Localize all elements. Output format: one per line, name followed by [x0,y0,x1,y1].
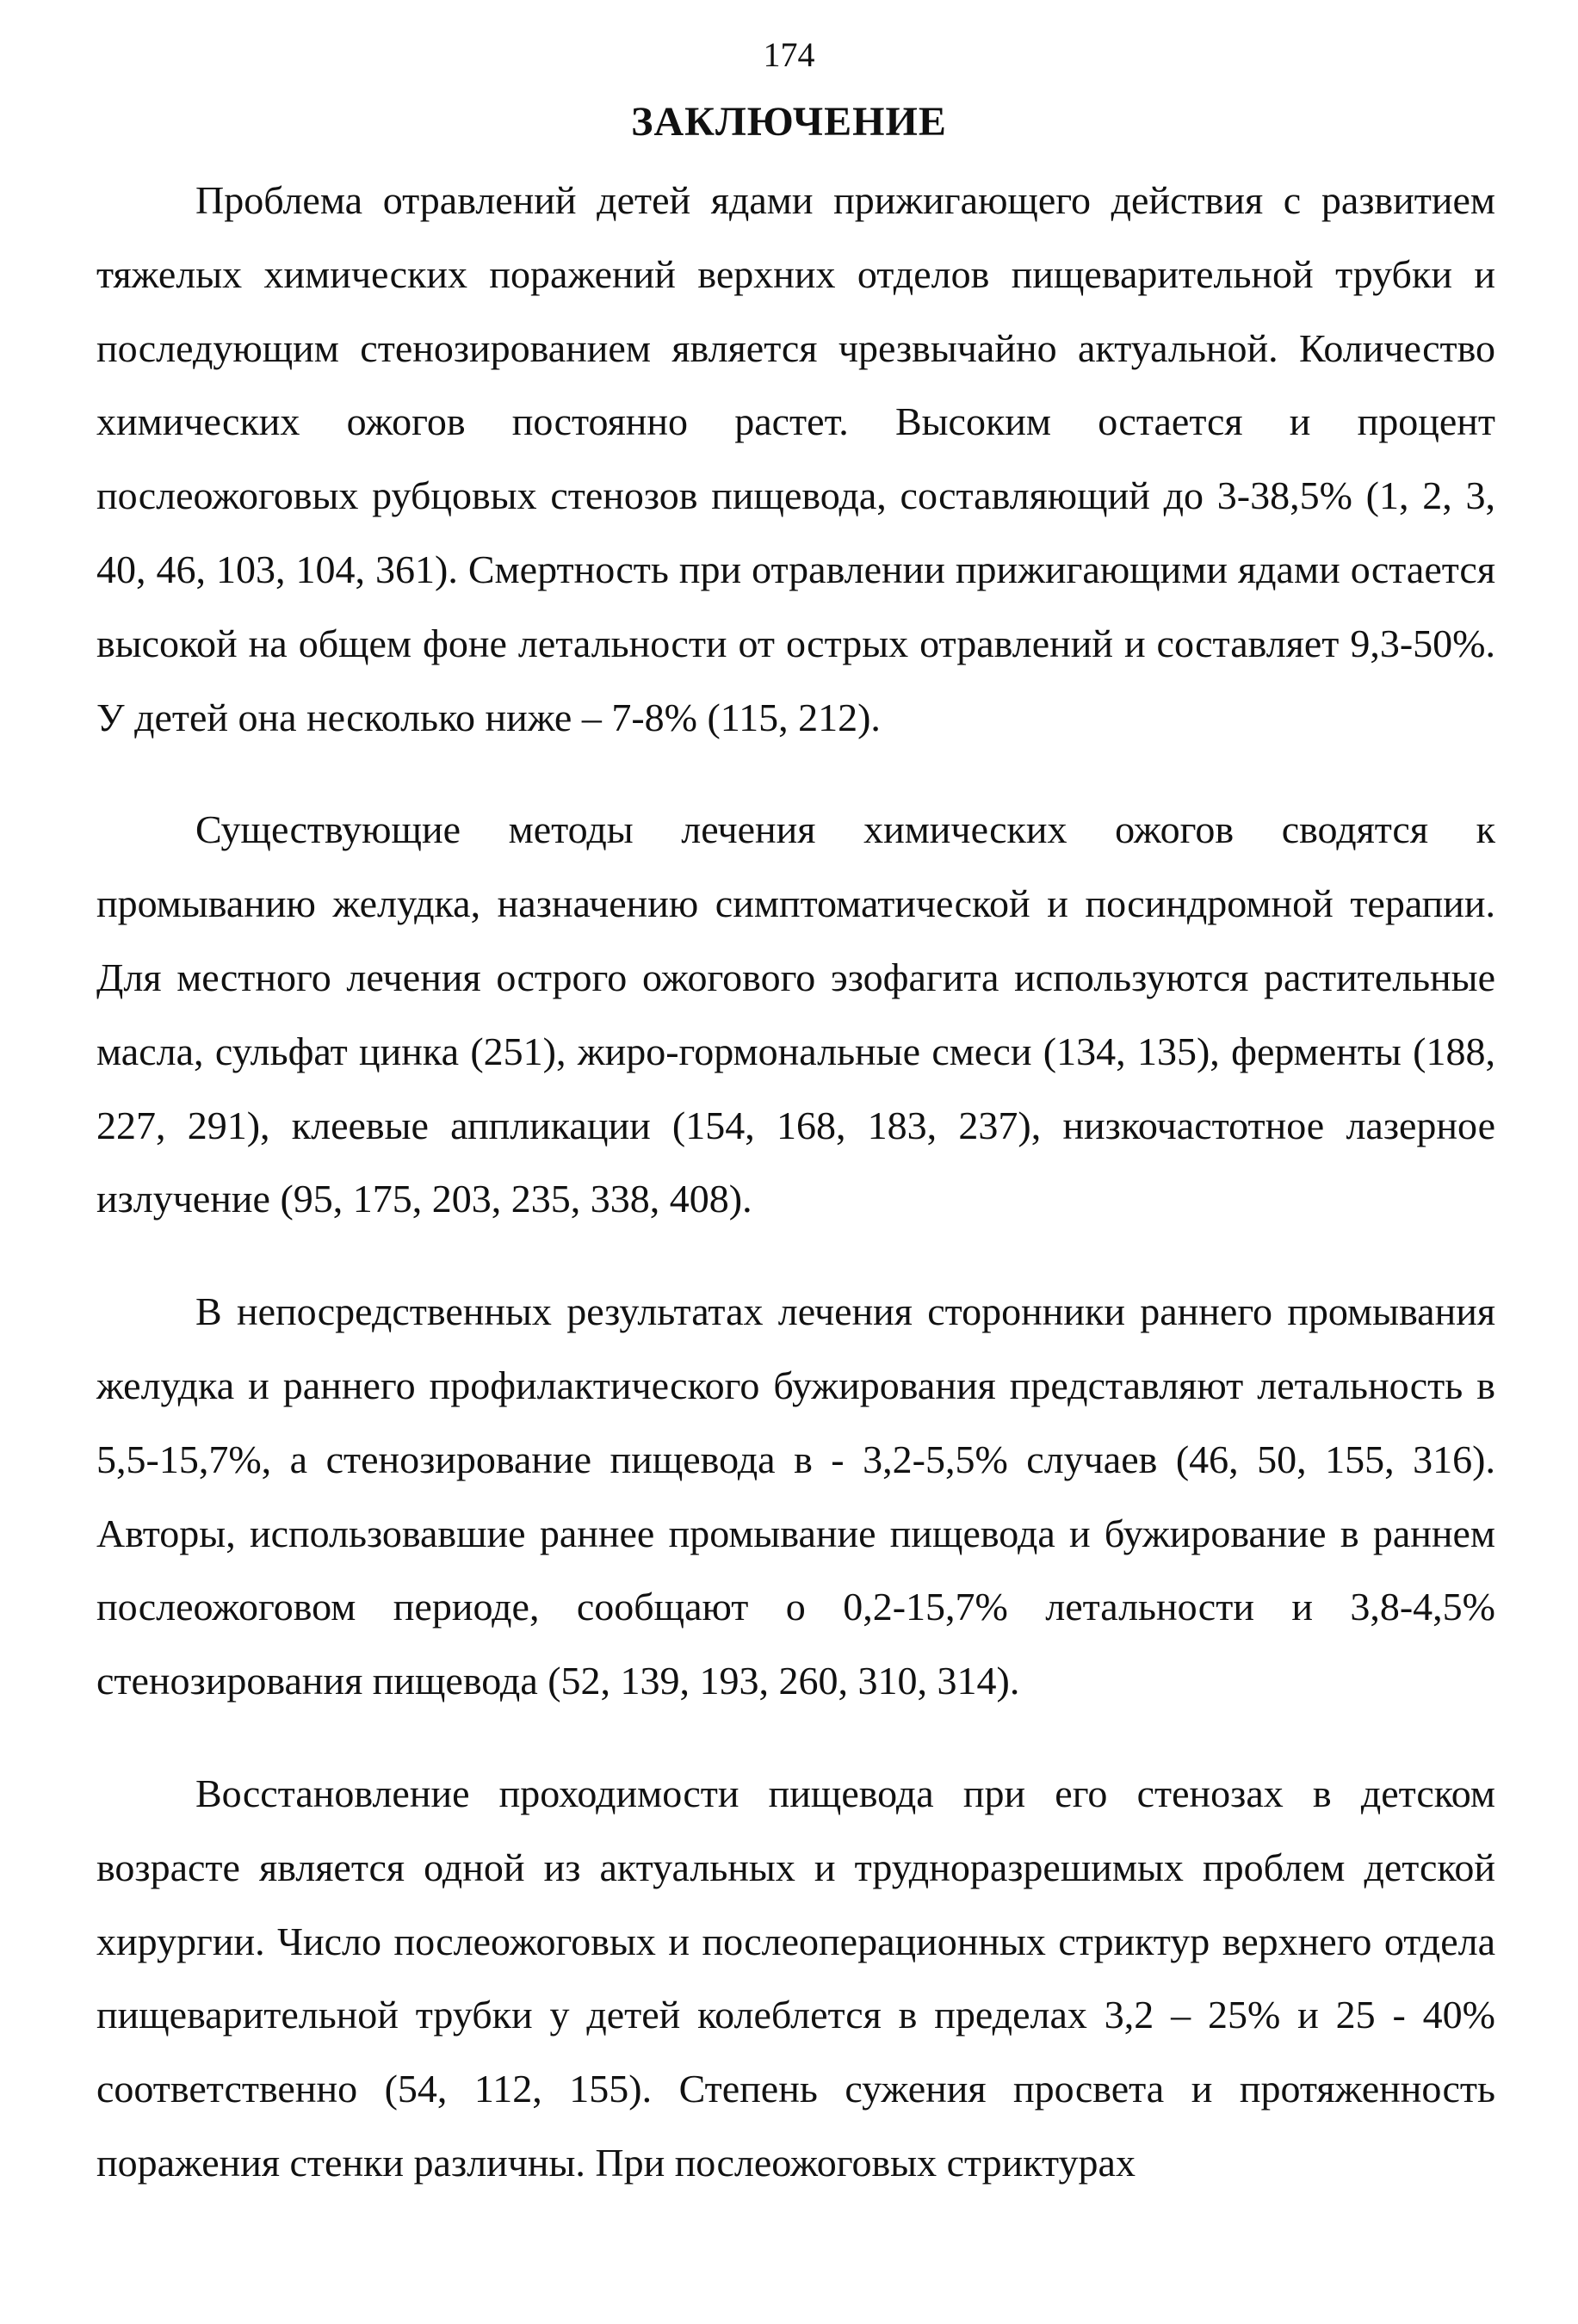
paragraph-3: В непосредственных результатах лечения сторонники раннего промывания желудка и раннего профилактического бужирования представляют летальность в 5,5-15,7%, а стенозирование пищевода в - 3,2-5,5% случаев (46, 50, 155, 316). Авторы, использовавшие раннее промывание пищевода и бужирование в раннем послеожоговом периоде, сообщают о 0,2-15,7% летальности и 3,8-4,5% стенозирования пищевода (52, 139, 193, 260, 310, 314). [96,1289,1495,1703]
paragraph-1: Проблема отравлений детей ядами прижигающего действия с развитием тяжелых химических поражений верхних отделов пищеварительной трубки и последующим стенозированием является чрезвычайно актуальной. Количество химических ожогов постоянно растет. Высоким остается и процент послеожоговых рубцовых стенозов пищевода, составляющий до 3-38,5% (1, 2, 3, 40, 46, 103, 104, 361). Смертность при отравлении прижигающими ядами остается высокой на общем фоне летальности от острых отравлений и составляет 9,3-50%. У детей она несколько ниже – 7-8% (115, 212). [96,178,1495,739]
paragraph-4: Восстановление проходимости пищевода при его стенозах в детском возрасте является одной из актуальных и трудноразрешимых проблем детской хирургии. Число послеожоговых и послеоперационных стриктур верхнего отдела пищеварительной трубки у детей колеблется в пределах 3,2 – 25% и 25 - 40% соответственно (54, 112, 155). Степень сужения просвета и протяженность поражения стенки различны. При послеожоговых стриктурах [96,1771,1495,2185]
paragraph-2: Существующие методы лечения химических ожогов сводятся к промыванию желудка, назначению симптоматической и посиндромной терапии. Для местного лечения острого ожогового эзофагита используются растительные масла, сульфат цинка (251), жиро-гормональные смеси (134, 135), ферменты (188, 227, 291), клеевые аппликации (154, 168, 183, 237), низкочастотное лазерное излучение (95, 175, 203, 235, 338, 408). [96,807,1495,1221]
page-number: 174 [763,35,815,74]
body-text [96,164,1495,2239]
section-heading: ЗАКЛЮЧЕНИЕ [631,99,947,145]
